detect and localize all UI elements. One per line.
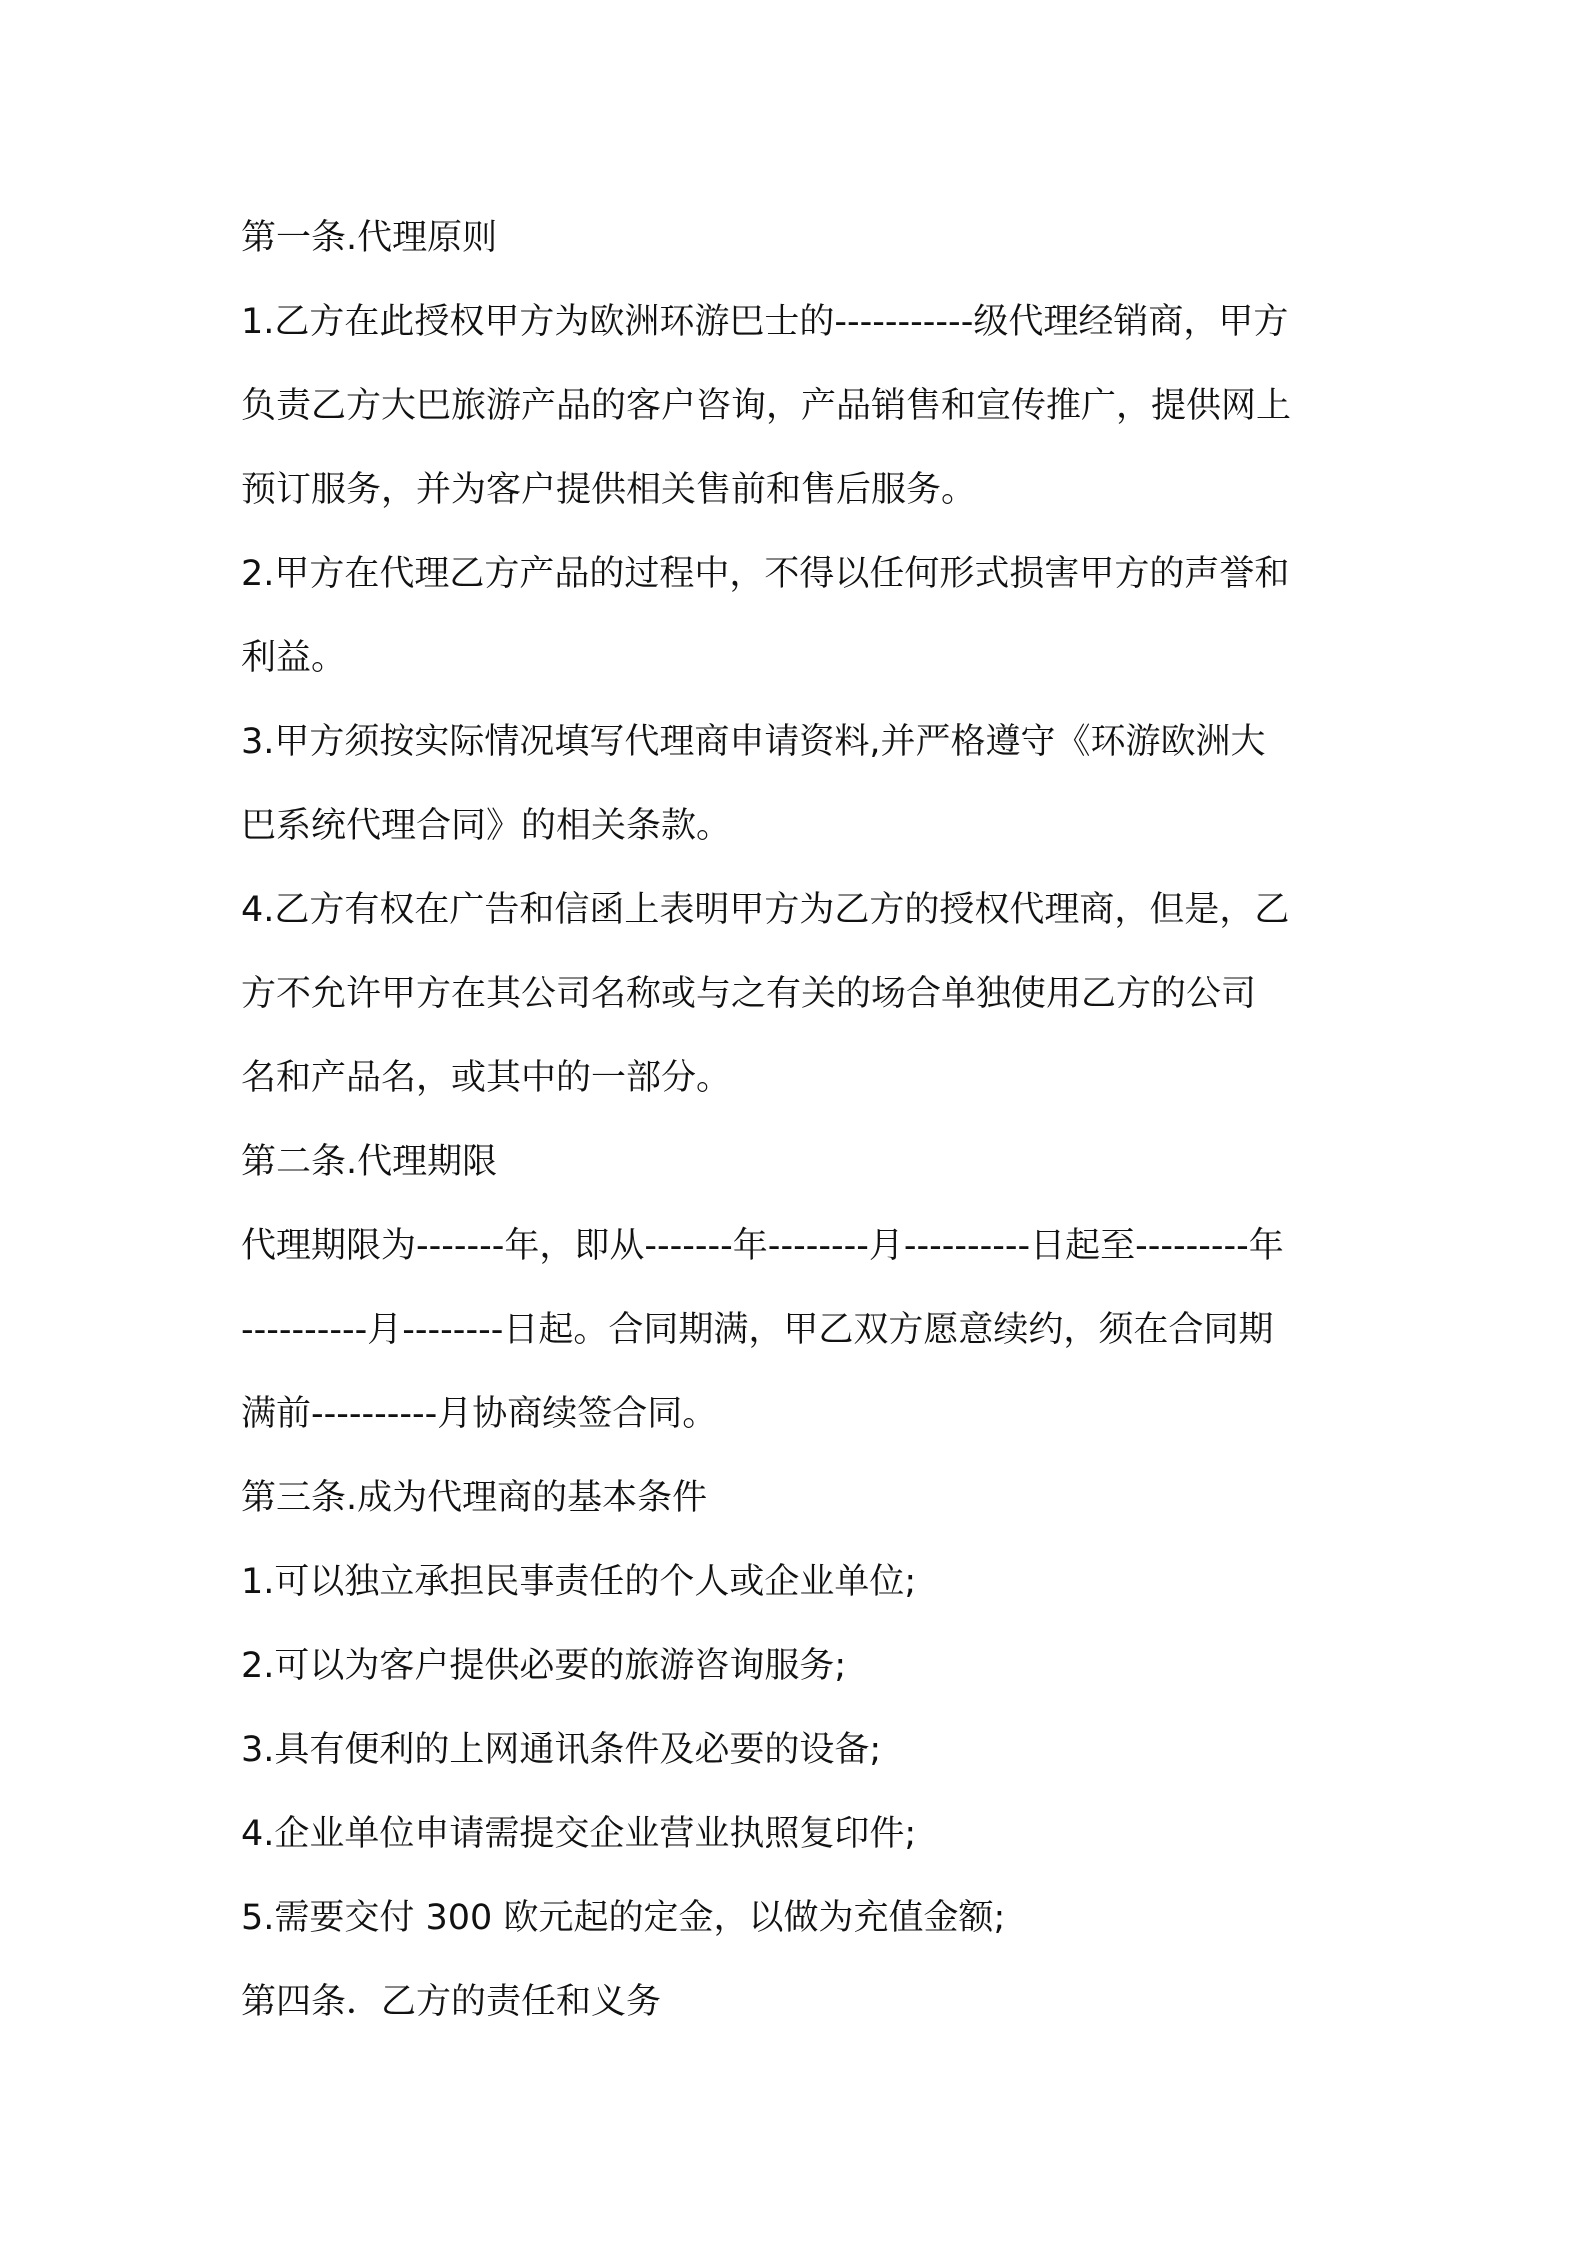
paragraph-line: 4.乙方有权在广告和信函上表明甲方为乙方的授权代理商，但是，乙 <box>241 890 1290 930</box>
paragraph-line: 代理期限为-------年，即从-------年--------月----------日起至---------年 <box>241 1226 1284 1266</box>
list-item: 2.可以为客户提供必要的旅游咨询服务; <box>241 1646 847 1686</box>
section-heading-2: 第二条.代理期限 <box>241 1142 498 1182</box>
paragraph-line: 巴系统代理合同》的相关条款。 <box>241 806 732 846</box>
list-item: 3.具有便利的上网通讯条件及必要的设备; <box>241 1730 882 1770</box>
section-heading-3: 第三条.成为代理商的基本条件 <box>241 1478 708 1518</box>
list-item: 1.可以独立承担民事责任的个人或企业单位; <box>241 1562 917 1602</box>
paragraph-line: 利益。 <box>241 638 347 678</box>
section-heading-1: 第一条.代理原则 <box>241 218 498 258</box>
section-heading-4: 第四条．乙方的责任和义务 <box>241 1982 662 2022</box>
list-item: 4.企业单位申请需提交企业营业执照复印件; <box>241 1814 917 1854</box>
paragraph-line: 预订服务，并为客户提供相关售前和售后服务。 <box>241 470 977 510</box>
paragraph-line: ----------月--------日起。合同期满，甲乙双方愿意续约，须在合同期 <box>241 1310 1274 1350</box>
paragraph-line: 1.乙方在此授权甲方为欧洲环游巴士的-----------级代理经销商，甲方 <box>241 302 1289 342</box>
list-item: 5.需要交付 300 欧元起的定金，以做为充值金额; <box>241 1898 1006 1938</box>
paragraph-line: 3.甲方须按实际情况填写代理商申请资料,并严格遵守《环游欧洲大 <box>241 722 1266 762</box>
paragraph-line: 满前----------月协商续签合同。 <box>241 1394 718 1434</box>
paragraph-line: 2.甲方在代理乙方产品的过程中，不得以任何形式损害甲方的声誉和 <box>241 554 1290 594</box>
paragraph-line: 方不允许甲方在其公司名称或与之有关的场合单独使用乙方的公司 <box>241 974 1257 1014</box>
document-body <box>241 196 1361 2044</box>
paragraph-line: 名和产品名，或其中的一部分。 <box>241 1058 732 1098</box>
paragraph-line: 负责乙方大巴旅游产品的客户咨询，产品销售和宣传推广，提供网上 <box>241 386 1292 426</box>
